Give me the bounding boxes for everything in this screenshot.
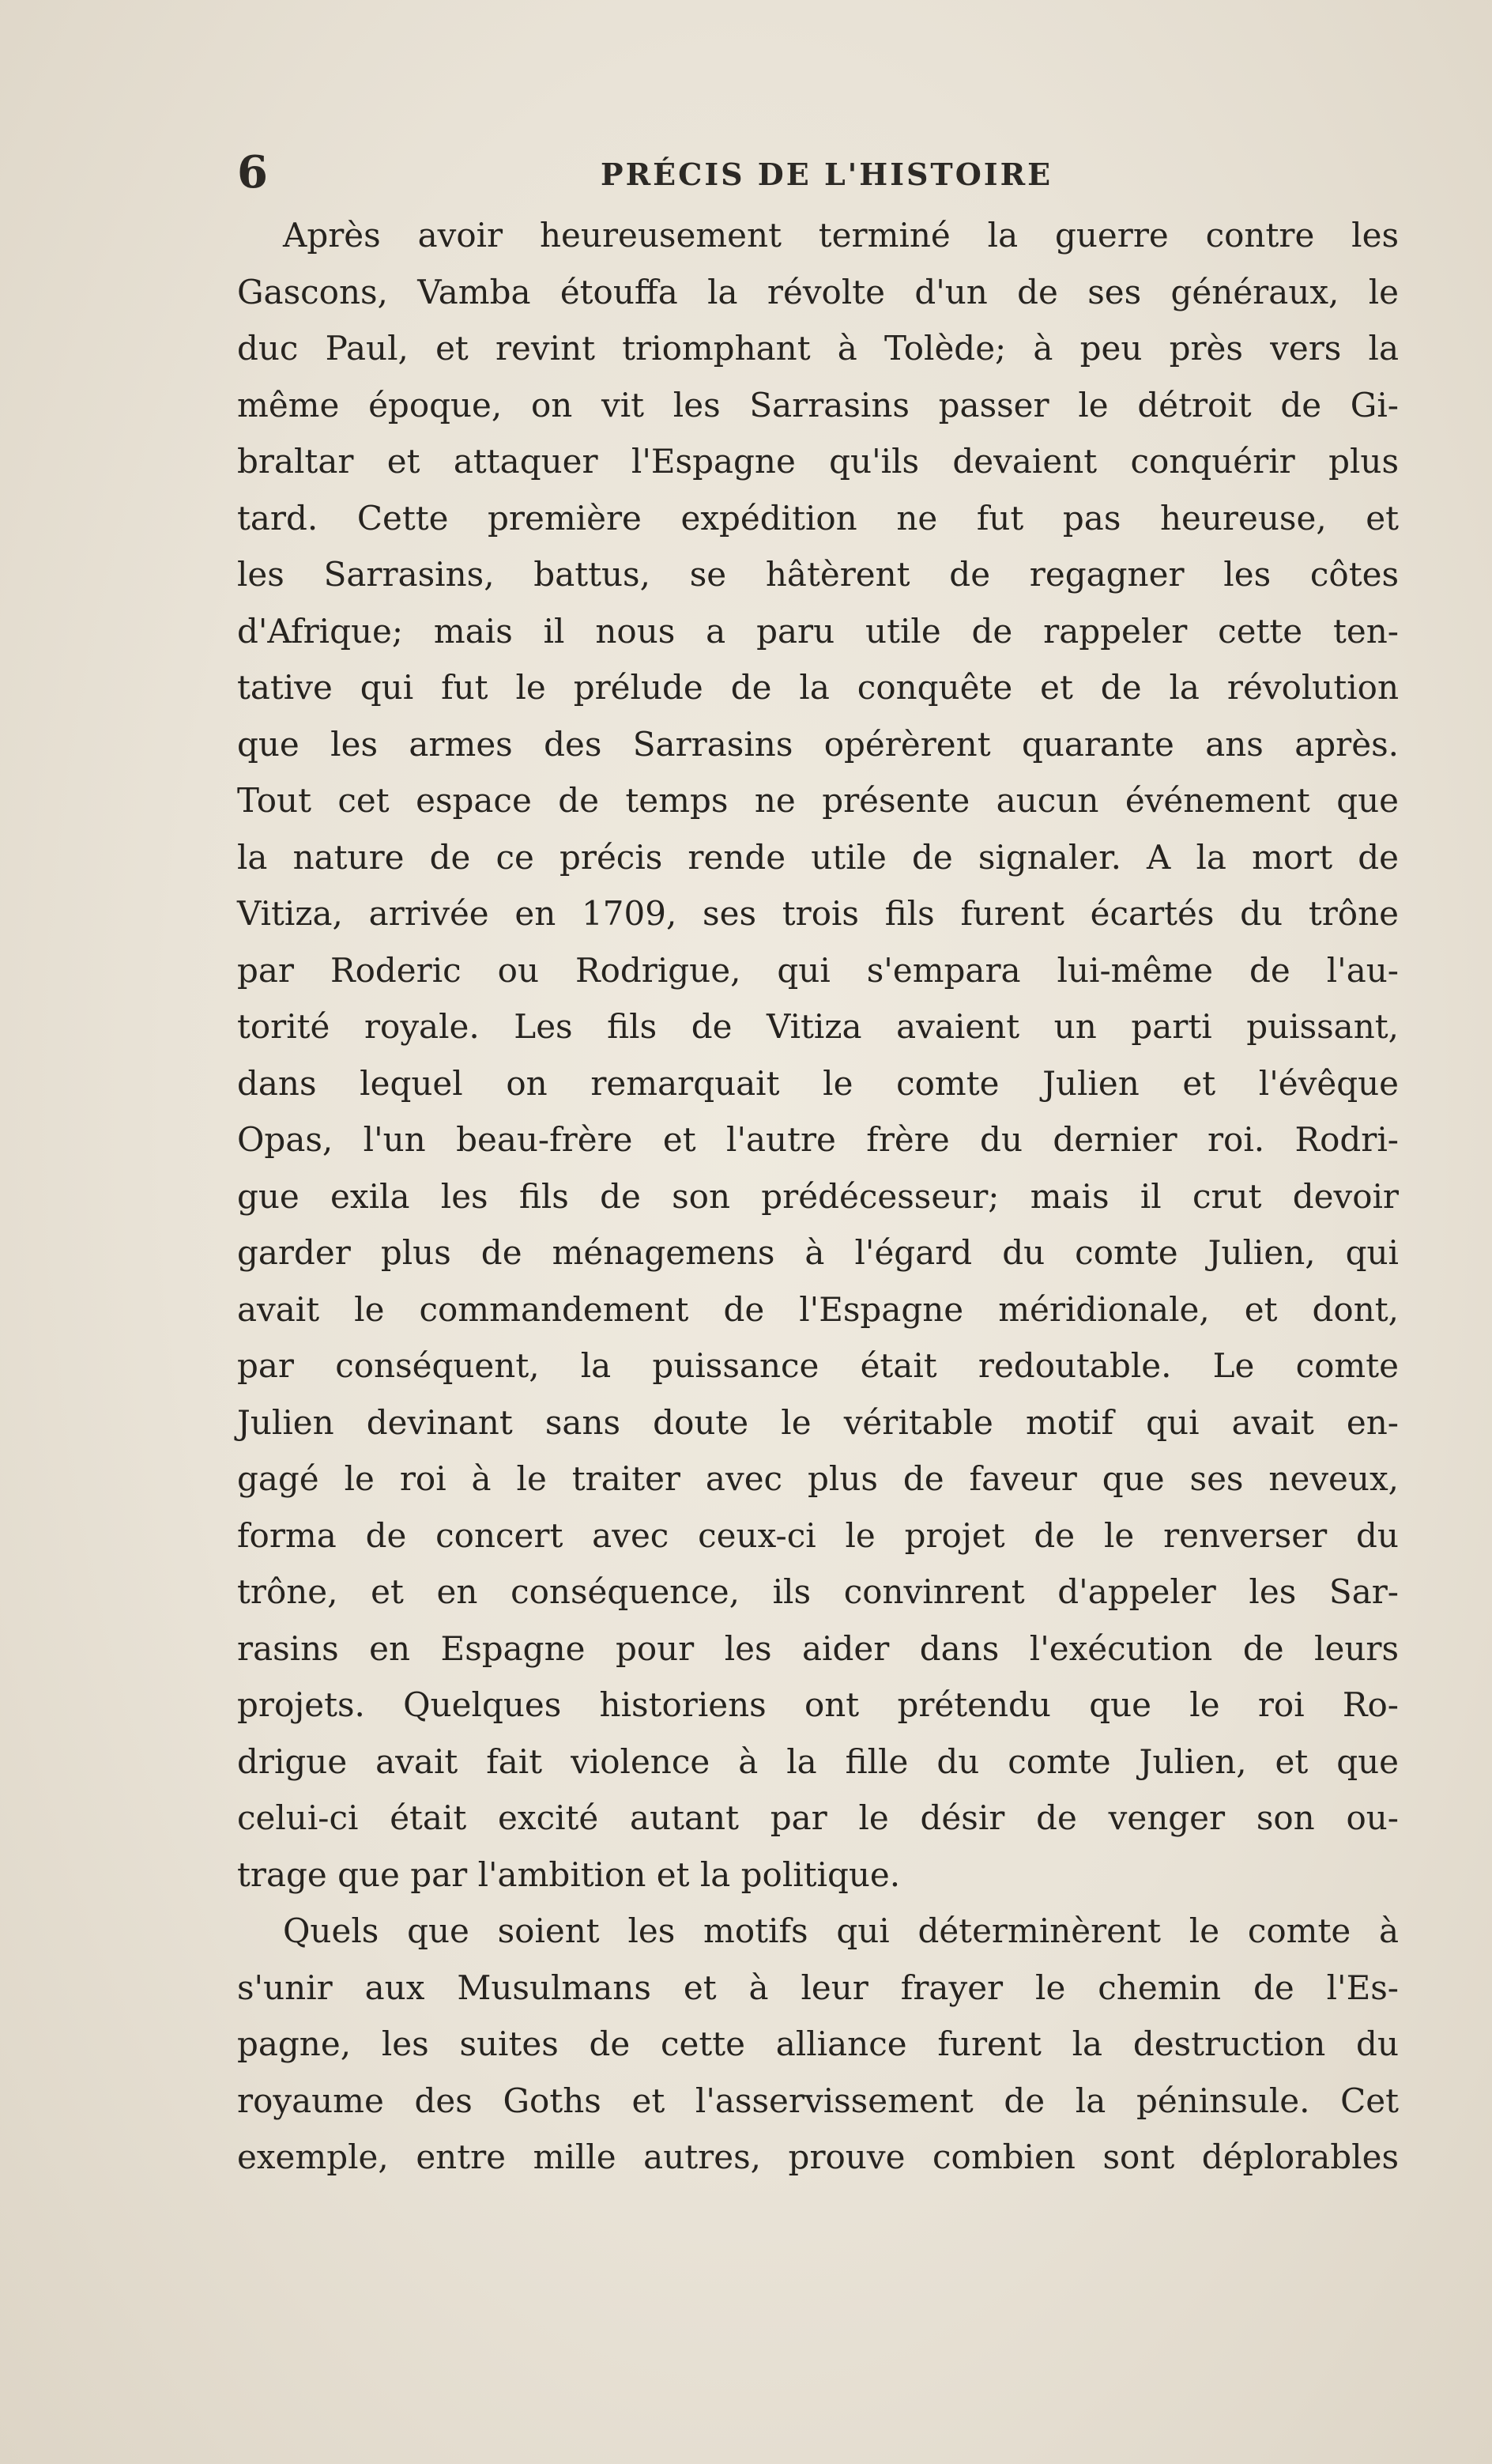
text-line: celui-ci était excité autant par le désir de venger son ou-	[237, 1798, 1399, 1837]
text-line: royaume des Goths et l'asservissement de la péninsule. Cet	[237, 2081, 1399, 2120]
text-line: trône, et en conséquence, ils convinrent d'appeler les Sar-	[237, 1572, 1399, 1611]
text-line: Vitiza, arrivée en 1709, ses trois fils furent écartés du trône	[237, 894, 1399, 933]
text-line: duc Paul, et revint triomphant à Tolède; à peu près vers la	[237, 329, 1399, 368]
text-line: trage que par l'ambition et la politique.	[237, 1855, 901, 1894]
text-line: garder plus de ménagemens à l'égard du comte Julien, qui	[237, 1233, 1399, 1272]
text-line: tative qui fut le prélude de la conquête et de la révolution	[237, 668, 1399, 707]
page-number: 6	[237, 146, 268, 198]
text-line: Quels que soient les motifs qui déterminèrent le comte à	[283, 1911, 1399, 1950]
running-title: PRÉCIS DE L'HISTOIRE	[601, 157, 1053, 192]
text-line: Tout cet espace de temps ne présente aucun événement que	[237, 781, 1399, 820]
text-line: braltar et attaquer l'Espagne qu'ils devaient conquérir plus	[237, 442, 1399, 481]
text-line: drigue avait fait violence à la fille du comte Julien, et que	[237, 1741, 1399, 1781]
text-line: d'Afrique; mais il nous a paru utile de rappeler cette ten-	[237, 611, 1399, 651]
text-line: s'unir aux Musulmans et à leur frayer le chemin de l'Es-	[237, 1968, 1399, 2007]
text-line: exemple, entre mille autres, prouve combien sont déplorables	[237, 2138, 1399, 2176]
text-line: gagé le roi à le traiter avec plus de faveur que ses neveux,	[237, 1459, 1399, 1498]
text-line: même époque, on vit les Sarrasins passer le détroit de Gi-	[237, 385, 1399, 425]
text-line: tard. Cette première expédition ne fut pas heureuse, et	[237, 498, 1399, 538]
text-line: forma de concert avec ceux-ci le projet de le renverser du	[237, 1515, 1399, 1555]
text-line: avait le commandement de l'Espagne méridionale, et dont,	[237, 1289, 1399, 1329]
body-text	[237, 207, 1399, 2186]
text-line: par conséquent, la puissance était redoutable. Le comte	[237, 1346, 1399, 1385]
text-line: Après avoir heureusement terminé la guerre contre les	[283, 216, 1399, 255]
running-head	[237, 141, 1399, 204]
text-line: rasins en Espagne pour les aider dans l'exécution de leurs	[237, 1628, 1399, 1668]
text-line: Gascons, Vamba étouffa la révolte d'un de ses généraux, le	[237, 272, 1399, 311]
text-line: pagne, les suites de cette alliance furent la destruction du	[237, 2024, 1399, 2063]
text-line: que les armes des Sarrasins opérèrent quarante ans après.	[237, 724, 1399, 764]
text-line: les Sarrasins, battus, se hâtèrent de regagner les côtes	[237, 555, 1399, 594]
text-line: la nature de ce précis rende utile de signaler. A la mort de	[237, 837, 1399, 877]
text-line: dans lequel on remarquait le comte Julien et l'évêque	[237, 1063, 1399, 1103]
text-line: par Roderic ou Rodrigue, qui s'empara lui-même de l'au-	[237, 950, 1399, 990]
text-line: torité royale. Les fils de Vitiza avaient un parti puissant,	[237, 1007, 1399, 1046]
text-line: projets. Quelques historiens ont prétendu que le roi Ro-	[237, 1685, 1399, 1724]
text-line: Opas, l'un beau-frère et l'autre frère du dernier roi. Rodri-	[237, 1120, 1399, 1159]
text-line: gue exila les fils de son prédécesseur; mais il crut devoir	[237, 1176, 1399, 1216]
paragraph-2	[237, 1903, 1399, 2186]
text-line: Julien devinant sans doute le véritable motif qui avait en-	[237, 1402, 1399, 1442]
paragraph-1	[237, 207, 1399, 1903]
